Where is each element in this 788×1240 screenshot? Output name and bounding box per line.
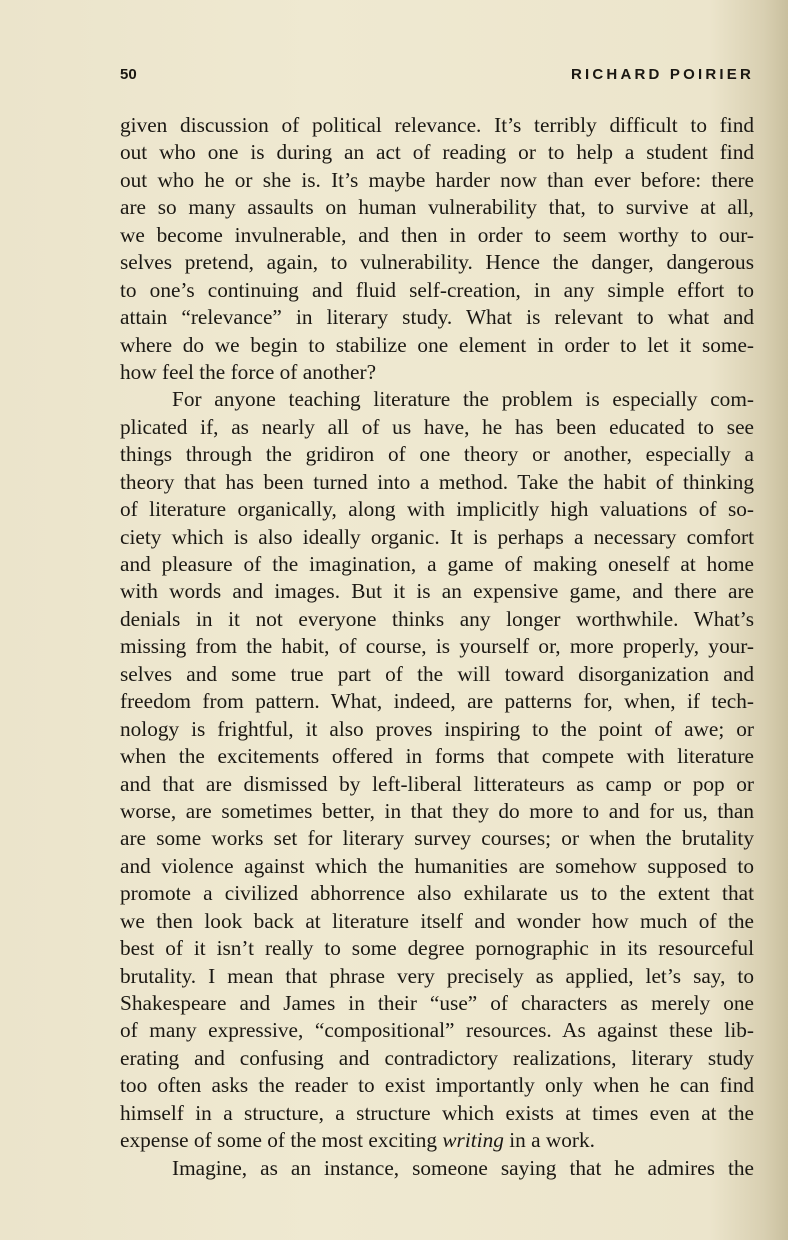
text-line: and pleasure of the imagination, a game of making oneself at home <box>120 552 754 576</box>
text-line: out who one is during an act of reading or to help a student find <box>120 140 754 165</box>
text-line: nology is frightful, it also proves inspiring to the point of awe; or <box>120 716 754 741</box>
text-line: For anyone teaching literature the problem is especially com- <box>172 387 754 412</box>
text-line: attain “relevance” in literary study. What is relevant to what and <box>120 305 754 330</box>
text-line: with words and images. But it is an expensive game, and there are <box>120 579 754 604</box>
text-line: we then look back at literature itself and wonder how much of the <box>120 908 754 933</box>
text-line: erating and confusing and contradictory realizations, literary study <box>120 1045 754 1070</box>
text-line: denials in it not everyone thinks any longer worthwhile. What’s <box>120 606 754 631</box>
text-line: best of it isn’t really to some degree pornographic in its resourceful <box>120 936 754 961</box>
text-line: selves and some true part of the will toward disorganization and <box>120 661 754 686</box>
text-line: theory that has been turned into a method. Take the habit of thinking <box>120 469 754 494</box>
running-head <box>120 66 754 88</box>
running-head-author: RICHARD POIRIER <box>570 66 754 83</box>
text-line: things through the gridiron of one theory or another, especially a <box>120 442 754 467</box>
text-line: of literature organically, along with implicitly high valuations of so- <box>120 497 754 522</box>
text-line: Shakespeare and James in their “use” of characters as merely one <box>120 991 754 1015</box>
text-line: out who he or she is. It’s maybe harder now than ever before: there <box>120 167 754 192</box>
text-line: are some works set for literary survey courses; or when the brutality <box>120 826 754 851</box>
text-line: to one’s continuing and fluid self-creation, in any simple effort to <box>120 277 754 302</box>
text-segment: expense of some of the most exciting <box>120 1128 443 1153</box>
body-text <box>120 112 754 1182</box>
text-line: worse, are sometimes better, in that they do more to and for us, than <box>120 798 754 823</box>
text-line: and violence against which the humanities are somehow supposed to <box>120 853 754 878</box>
text-line: too often asks the reader to exist importantly only when he can find <box>120 1073 754 1098</box>
text-line: of many expressive, “compositional” resources. As against these lib- <box>120 1018 754 1043</box>
text-line: we become invulnerable, and then in order to seem worthy to our- <box>120 222 754 247</box>
text-line-with-emphasis <box>120 1127 754 1154</box>
text-line: where do we begin to stabilize one element in order to let it some- <box>120 332 754 357</box>
emphasized-word: writing <box>442 1128 504 1153</box>
text-line: are so many assaults on human vulnerability that, to survive at all, <box>120 195 754 220</box>
text-line: how feel the force of another? <box>120 359 377 384</box>
text-line: promote a civilized abhorrence also exhilarate us to the extent that <box>120 881 754 906</box>
text-line: when the excitements offered in forms that compete with literature <box>120 744 754 769</box>
text-line: brutality. I mean that phrase very precisely as applied, let’s say, to <box>120 963 754 988</box>
text-line: plicated if, as nearly all of us have, he has been educated to see <box>120 414 754 439</box>
page-number: 50 <box>120 66 137 83</box>
text-line: himself in a structure, a structure which exists at times even at the <box>120 1100 754 1125</box>
text-line: freedom from pattern. What, indeed, are patterns for, when, if tech- <box>120 689 754 714</box>
text-line: selves pretend, again, to vulnerability. Hence the danger, dangerous <box>120 250 754 275</box>
text-line: given discussion of political relevance. It’s terribly difficult to find <box>120 113 754 137</box>
text-segment: in a work. <box>503 1128 595 1153</box>
text-line: and that are dismissed by left-liberal litterateurs as camp or pop or <box>120 771 754 796</box>
text-line: Imagine, as an instance, someone saying that he admires the <box>172 1155 754 1180</box>
text-line: ciety which is also ideally organic. It is perhaps a necessary comfort <box>120 524 754 549</box>
text-line: missing from the habit, of course, is yourself or, more properly, your- <box>120 634 754 659</box>
